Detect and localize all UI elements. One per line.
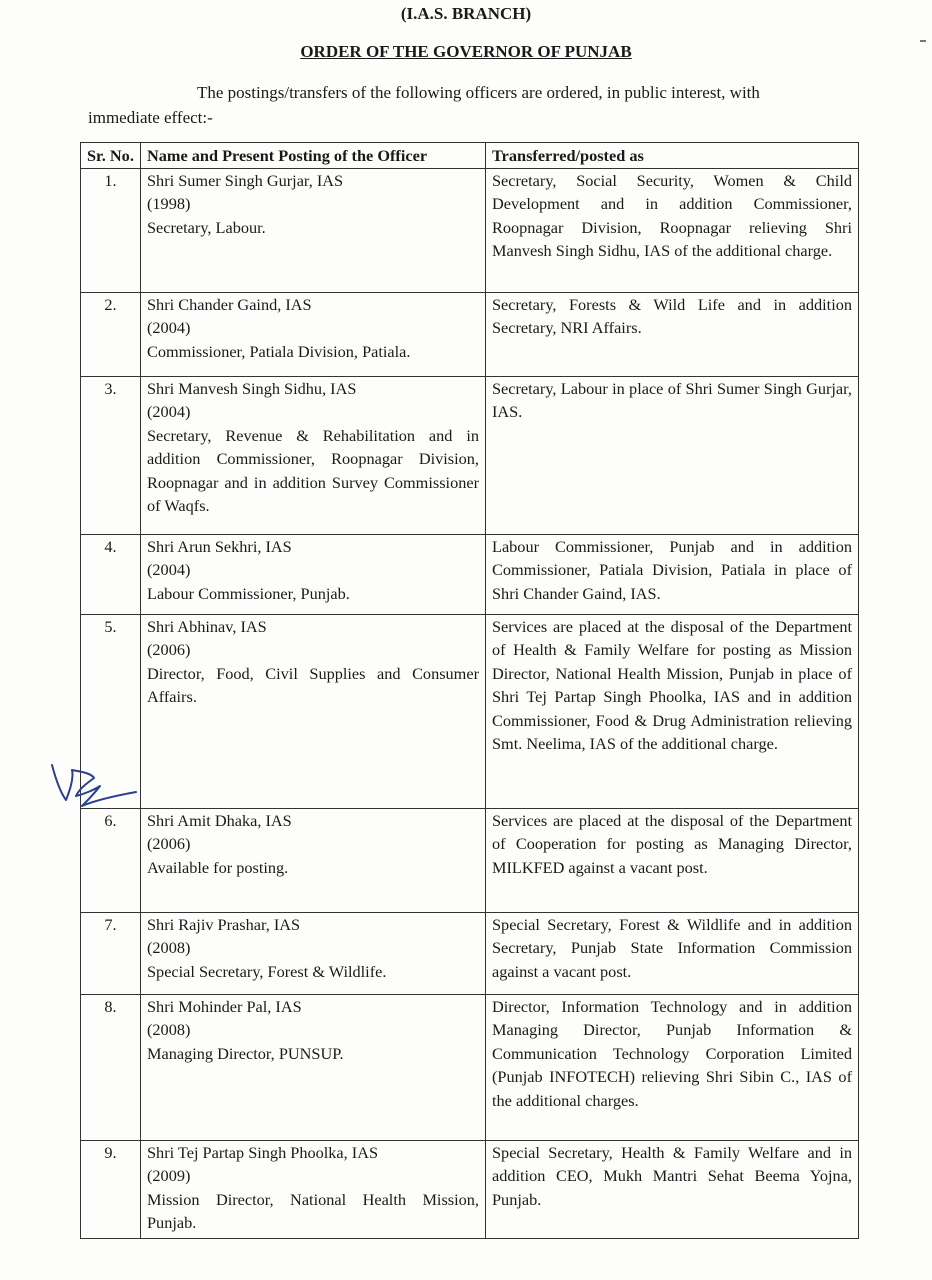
officer-batch: (2006) bbox=[147, 640, 191, 659]
officer-name: Shri Arun Sekhri, IAS bbox=[147, 536, 292, 556]
officer-cell bbox=[141, 808, 486, 912]
row-serial: 3. bbox=[81, 376, 141, 534]
officer-name: Shri Rajiv Prashar, IAS bbox=[147, 914, 301, 934]
officer-cell bbox=[141, 292, 486, 376]
transferred-as: Special Secretary, Forest & Wildlife and in addition Secretary, Punjab State Information Commission against a vacant post. bbox=[486, 912, 859, 994]
officer-cell bbox=[141, 376, 486, 534]
table-row bbox=[81, 1140, 859, 1238]
table-row bbox=[81, 376, 859, 534]
officer-name: Shri Amit Dhaka, IAS bbox=[147, 810, 292, 830]
transferred-as: Labour Commissioner, Punjab and in addition Commissioner, Patiala Division, Patiala in place of Shri Chander Gaind, IAS. bbox=[486, 534, 859, 614]
table-row bbox=[81, 168, 859, 292]
transferred-as: Services are placed at the disposal of the Department of Cooperation for posting as Managing Director, MILKFED against a vacant post. bbox=[486, 808, 859, 912]
officer-present-posting: Labour Commissioner, Punjab. bbox=[147, 583, 350, 603]
officer-batch: (2006) bbox=[147, 834, 191, 853]
intro-text-line1: The postings/transfers of the following officers are ordered, in public interest, with bbox=[197, 83, 760, 102]
table-row bbox=[81, 534, 859, 614]
officer-name: Shri Tej Partap Singh Phoolka, IAS bbox=[147, 1142, 379, 1162]
table-row bbox=[81, 292, 859, 376]
table-row bbox=[81, 994, 859, 1140]
table-row bbox=[81, 808, 859, 912]
row-serial: 1. bbox=[81, 168, 141, 292]
officer-name: Shri Manvesh Singh Sidhu, IAS bbox=[147, 378, 357, 398]
row-serial: 8. bbox=[81, 994, 141, 1140]
officer-present-posting: Director, Food, Civil Supplies and Consumer Affairs. bbox=[147, 663, 479, 706]
row-serial: 6. bbox=[81, 808, 141, 912]
table-row bbox=[81, 614, 859, 808]
officer-cell bbox=[141, 994, 486, 1140]
officer-cell bbox=[141, 168, 486, 292]
officer-present-posting: Secretary, Revenue & Rehabilitation and in addition Commissioner, Roopnagar Division, Roopnagar and in addition Survey Commissioner of Waqfs. bbox=[147, 425, 479, 515]
officer-batch: (2008) bbox=[147, 938, 191, 957]
officer-cell bbox=[141, 912, 486, 994]
intro-text-line2: immediate effect:- bbox=[88, 108, 213, 127]
row-serial: 2. bbox=[81, 292, 141, 376]
officer-batch: (1998) bbox=[147, 194, 191, 213]
officer-present-posting: Secretary, Labour. bbox=[147, 217, 266, 237]
transferred-as: Secretary, Forests & Wild Life and in addition Secretary, NRI Affairs. bbox=[486, 292, 859, 376]
scan-mark bbox=[920, 40, 926, 42]
officer-cell bbox=[141, 614, 486, 808]
officer-present-posting: Managing Director, PUNSUP. bbox=[147, 1043, 344, 1063]
officer-batch: (2004) bbox=[147, 318, 191, 337]
officer-name: Shri Abhinav, IAS bbox=[147, 616, 267, 636]
officer-present-posting: Commissioner, Patiala Division, Patiala. bbox=[147, 341, 411, 361]
transferred-as: Special Secretary, Health & Family Welfare and in addition CEO, Mukh Mantri Sehat Beema Yojna, Punjab. bbox=[486, 1140, 859, 1238]
order-title: ORDER OF THE GOVERNOR OF PUNJAB bbox=[300, 42, 632, 61]
officer-present-posting: Mission Director, National Health Mission, Punjab. bbox=[147, 1189, 479, 1232]
officer-name: Shri Chander Gaind, IAS bbox=[147, 294, 312, 314]
transferred-as: Secretary, Labour in place of Shri Sumer Singh Gurjar, IAS. bbox=[486, 376, 859, 534]
officer-batch: (2004) bbox=[147, 560, 191, 579]
initials-signature bbox=[44, 760, 144, 810]
row-serial: 5. bbox=[81, 614, 141, 808]
transferred-as: Secretary, Social Security, Women & Child Development and in addition Commissioner, Roopnagar Division, Roopnagar relieving Shri Manvesh Singh Sidhu, IAS of the additional charge. bbox=[486, 168, 859, 292]
officer-cell bbox=[141, 534, 486, 614]
officer-present-posting: Available for posting. bbox=[147, 857, 289, 877]
transferred-as: Director, Information Technology and in addition Managing Director, Punjab Information & Communication Technology Corporation Limited (Punjab INFOTECH) relieving Shri Sibin C., IAS of the additional charges. bbox=[486, 994, 859, 1140]
officer-batch: (2009) bbox=[147, 1166, 191, 1185]
officer-name: Shri Mohinder Pal, IAS bbox=[147, 996, 302, 1016]
transferred-as: Services are placed at the disposal of the Department of Health & Family Welfare for posting as Mission Director, National Health Mission, Punjab in place of Shri Tej Partap Singh Phoolka, IAS and in addition Commissioner, Food & Drug Administration relieving Smt. Neelima, IAS of the additional charge. bbox=[486, 614, 859, 808]
column-header-officer: Name and Present Posting of the Officer bbox=[141, 143, 486, 169]
row-serial: 4. bbox=[81, 534, 141, 614]
officer-batch: (2004) bbox=[147, 402, 191, 421]
column-header-transferred: Transferred/posted as bbox=[486, 143, 859, 169]
postings-table bbox=[80, 142, 859, 1239]
row-serial: 9. bbox=[81, 1140, 141, 1238]
officer-present-posting: Special Secretary, Forest & Wildlife. bbox=[147, 961, 387, 981]
officer-cell bbox=[141, 1140, 486, 1238]
table-header-row bbox=[81, 143, 859, 169]
table-row bbox=[81, 912, 859, 994]
officer-name: Shri Sumer Singh Gurjar, IAS bbox=[147, 170, 344, 190]
row-serial: 7. bbox=[81, 912, 141, 994]
column-header-sr-no: Sr. No. bbox=[81, 143, 141, 169]
officer-batch: (2008) bbox=[147, 1020, 191, 1039]
branch-heading: (I.A.S. BRANCH) bbox=[400, 4, 532, 23]
